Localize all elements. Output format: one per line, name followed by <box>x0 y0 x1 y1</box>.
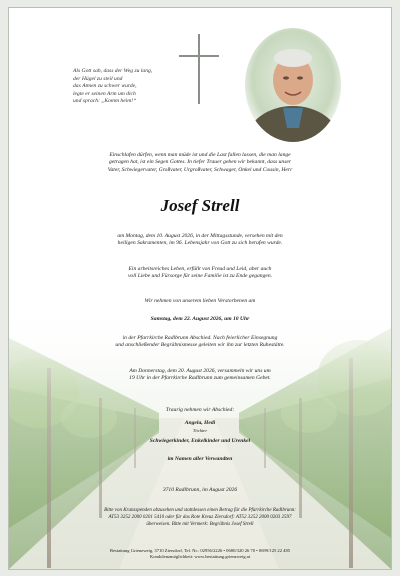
mourners: Angela, Hedi <box>184 420 216 426</box>
parte-card <box>8 7 392 570</box>
farewell-intro: Wir nehmen von unserem lieben Verstorbenen am <box>144 298 256 304</box>
relatives: Schwiegerkinder, Enkelkinder und Urenkel <box>149 438 251 444</box>
all-relatives: im Namen aller Verwandten <box>167 456 233 462</box>
poem: Als Gott sah, dass der Weg zu lang, der Hügel zu steil und das Atmen zu schwer wurde, legte er seinen Arm um dich und sprach: „Komm heim!“ <box>73 68 153 105</box>
donation-text: Bitte von Kranzspenden abzusehen und stattdessen einen Betrag für die Pfarrkirche Radlbrunn: AT53 3252 2000 0201 5410 oder für das Rote Kreuz Ziersdorf: AT52 3252 2000 0203 2597 überweisen. Bitte mit Vermerk: Begräbnis Josef Strell <box>104 508 296 527</box>
funeral-place: in der Pfarrkirche Radlbrunn Abschied. Nach feierlicher Einsegnung und anschließender Begräbnismesse geleiten wir ihn zur letzten Ruhestätte. <box>115 335 285 349</box>
intro-text: Einschlafen dürfen, wenn man müde ist und die Last fallen lassen, die man lange getragen hat, ist ein Segen Gottes. In tiefer Trauer geben wir bekannt, dass unser Vater, Schwiegervater, Großvater, Urgroßvater, Schwager, Onkel und Cousin, Herr <box>107 152 293 173</box>
deceased-name: Josef Strell <box>160 196 240 215</box>
death-notice: am Montag, dem 10. August 2026, in der Mittagsstunde, versehen mit den heiligen Sakramenten, im 96. Lebensjahr von Gott zu sich berufen wurde. <box>117 233 283 247</box>
life-text: Ein arbeitsreiches Leben, erfüllt von Freud und Leid, aber auch voll Liebe und Fürsorge für seine Familie ist zu Ende gegangen. <box>127 266 273 280</box>
mourners-role: Töchter <box>192 428 208 433</box>
prayer-text: Am Donnerstag, dem 20. August 2026, versammeln wir uns um 19 Uhr in der Pfarrkirche Radlbrunn zum gemeinsamen Gebet. <box>129 368 271 382</box>
place-date: 3710 Radlbrunn, im August 2026 <box>162 487 238 493</box>
cross-icon-bar <box>179 55 219 57</box>
portrait-photo <box>245 28 341 142</box>
funeral-date: Samstag, dem 22. August 2026, um 10 Uhr <box>150 316 250 322</box>
mourning-intro: Traurig nehmen wir Abschied: <box>165 407 235 413</box>
footer: Bestattung Grienzweig, 3710 Ziersdorf, Tel. Nr.: 02956/2226 • 0680/320 26 70 • 0699/125 22 485 Kondolenzmöglichkeit: www.bestattung.grienzweig.at <box>109 548 291 559</box>
